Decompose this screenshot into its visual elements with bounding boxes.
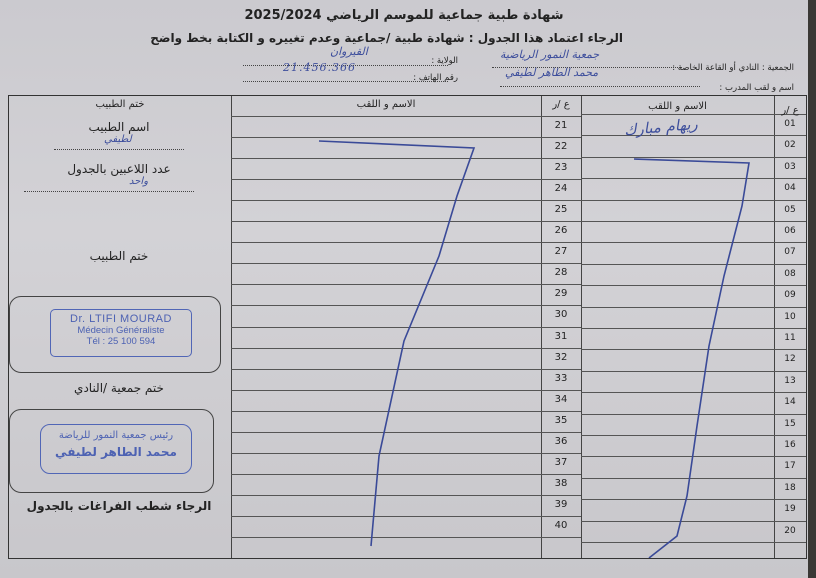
row-number: 19 xyxy=(784,504,796,515)
club-stamp-line2: محمد الطاهر لطيفي xyxy=(55,445,177,459)
row-number: 02 xyxy=(784,140,796,151)
coach-value: محمد الطاهر لطيفي xyxy=(505,66,599,79)
row-number: 37 xyxy=(554,456,568,468)
row-number: 12 xyxy=(784,354,796,365)
right-name-header: الاسم و اللقب xyxy=(648,101,707,112)
row-number: 21 xyxy=(554,120,568,131)
row-number: 26 xyxy=(554,225,568,237)
club-value: جمعية النمور الرياضية xyxy=(500,48,600,61)
row-number: 18 xyxy=(784,482,796,493)
entry-01-name: ريهام مبارك xyxy=(623,114,699,140)
row-number: 05 xyxy=(784,204,796,215)
row-number: 28 xyxy=(554,267,568,279)
page-title: شهادة طبية جماعية للموسم الرياضي 2025/2024 xyxy=(244,8,564,23)
doctor-name-value: لطيفي xyxy=(104,134,132,145)
row-number: 08 xyxy=(784,268,796,279)
club-stamp xyxy=(40,424,192,474)
wilaya-label: الولاية : xyxy=(431,56,458,66)
club-stamp-box xyxy=(9,409,214,493)
footer-note: الرجاء شطب الفراغات بالجدول xyxy=(26,499,212,513)
right-number-header: ع /ر xyxy=(781,105,799,116)
row-number: 39 xyxy=(554,498,568,510)
row-number: 25 xyxy=(554,204,568,216)
club-label: الجمعية : النادي أو القاعة الخاصة : xyxy=(672,63,794,73)
row-number: 34 xyxy=(554,393,568,405)
row-number: 29 xyxy=(554,288,568,300)
left-name-header: الاسم و اللقب xyxy=(356,99,416,110)
row-number: 36 xyxy=(554,435,568,447)
stamp-specialty: Médecin Généraliste xyxy=(77,325,165,336)
wilaya-value: القيروان xyxy=(330,45,368,58)
players-count-value: واحد xyxy=(129,176,149,187)
doctor-name-label: اسم الطبيب xyxy=(88,120,150,134)
row-number: 01 xyxy=(784,119,796,129)
page-subtitle: الرجاء اعتماد هذا الجدول : شهادة طبية /جماعية وعدم تغييره و الكتابة بخط واضح xyxy=(150,31,623,45)
row-number: 23 xyxy=(554,162,568,174)
club-stamp-label: ختم جمعية /النادي xyxy=(74,381,164,395)
stamp-phone: Tél : 25 100 594 xyxy=(86,336,156,347)
row-number: 40 xyxy=(554,519,568,531)
row-number: 15 xyxy=(784,418,796,429)
row-number: 03 xyxy=(784,161,796,172)
row-number: 07 xyxy=(784,247,796,258)
row-number: 38 xyxy=(554,477,568,489)
row-number: 24 xyxy=(554,183,568,195)
row-number: 09 xyxy=(784,290,796,301)
row-number: 06 xyxy=(784,226,796,236)
row-number: 20 xyxy=(784,525,796,536)
row-number: 33 xyxy=(554,372,568,384)
players-count-line xyxy=(24,182,194,192)
row-number: 31 xyxy=(554,330,568,342)
row-number: 16 xyxy=(784,440,796,450)
row-number: 32 xyxy=(554,351,568,363)
row-number: 22 xyxy=(554,141,568,153)
row-number: 30 xyxy=(554,309,568,321)
row-number: 17 xyxy=(784,461,796,472)
left-number-header: ع /ر xyxy=(552,99,570,110)
coach-label: اسم و لقب المدرب : xyxy=(719,83,794,93)
phone-value: 21.456.366 xyxy=(283,61,356,74)
row-number: 14 xyxy=(784,397,796,408)
right-strike-line xyxy=(634,159,749,558)
stamp-doctor-name: Dr. LTIFI MOURAD xyxy=(70,313,172,325)
players-count-label: عدد اللاعبين بالجدول xyxy=(67,162,171,176)
club-stamp-line1: رئيس جمعية النمور للرياضة xyxy=(58,430,174,441)
row-number: 11 xyxy=(784,333,796,343)
doctor-stamp-header: ختم الطبيب xyxy=(95,99,145,110)
doctor-stamp-label: ختم الطبيب xyxy=(89,249,149,263)
row-number: 04 xyxy=(784,183,796,194)
row-number: 27 xyxy=(554,246,568,258)
left-strike-line xyxy=(319,141,474,546)
row-number: 10 xyxy=(784,311,796,322)
phone-label: رقم الهاتف : xyxy=(413,73,458,83)
doctor-stamp-box xyxy=(9,296,221,373)
row-number: 13 xyxy=(784,375,796,386)
doctor-stamp xyxy=(50,309,192,357)
row-number: 35 xyxy=(554,414,568,426)
players-table xyxy=(8,95,807,559)
